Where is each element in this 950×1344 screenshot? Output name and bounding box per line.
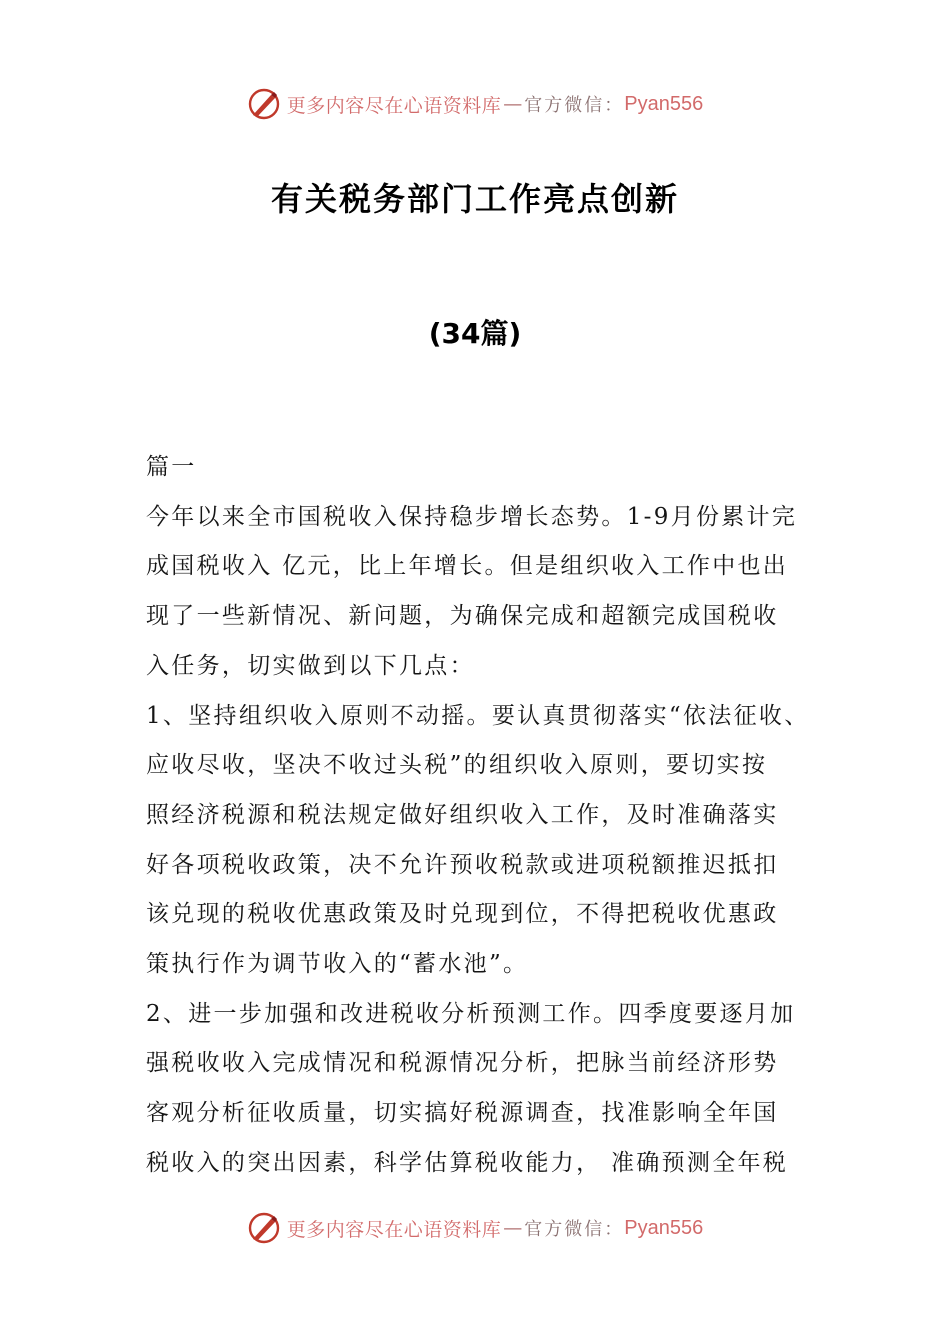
document-title: 有关税务部门工作亮点创新: [270, 180, 679, 218]
banner-contact-label: 官方微信：: [524, 1219, 625, 1240]
banner-contact-label: 官方微信：: [524, 95, 625, 116]
body-line: 客观分析征收质量，切实搞好税源调查，找准影响全年国: [146, 1100, 779, 1127]
document-subtitle: (34篇): [428, 317, 522, 350]
body-line: 1、坚持组织收入原则不动摇。要认真贯彻落实“依法征收、: [146, 702, 810, 729]
body-line: 今年以来全市国税收入保持稳步增长态势。1-9月份累计完: [146, 503, 798, 530]
banner-contact-id: Pyan556: [624, 92, 704, 115]
body-line: 税收入的突出因素，科学估算税收能力， 准确预测全年税: [146, 1149, 789, 1176]
document-body: [146, 443, 810, 1189]
body-line: 好各项税收政策，决不允许预收税款或进项税额推迟抵扣: [146, 851, 779, 878]
header-watermark-banner: [0, 84, 950, 124]
banner-dash: —: [503, 93, 523, 115]
pen-logo-icon: [247, 87, 281, 121]
body-line: 强税收收入完成情况和税源情况分析，把脉当前经济形势: [146, 1050, 779, 1077]
pen-logo-icon: [247, 1211, 281, 1245]
banner-site-text: 更多内容尽在心语资料库: [286, 1218, 502, 1241]
section-heading: 篇一: [146, 454, 197, 480]
body-line: 现了一些新情况、新问题，为确保完成和超额完成国税收: [146, 603, 779, 630]
footer-watermark-banner: [0, 1208, 950, 1248]
body-line: 策执行作为调节收入的“蓄水池”。: [146, 951, 529, 978]
body-line: 应收尽收，坚决不收过头税”的组织收入原则，要切实按: [146, 752, 768, 779]
body-line: 入任务，切实做到以下几点：: [146, 652, 475, 679]
body-line: 成国税收入 亿元，比上年增长。但是组织收入工作中也出: [146, 553, 789, 580]
body-line: 照经济税源和税法规定做好组织收入工作，及时准确落实: [146, 801, 779, 828]
body-line: 该兑现的税收优惠政策及时兑现到位，不得把税收优惠政: [146, 901, 779, 928]
banner-site-text: 更多内容尽在心语资料库: [286, 94, 502, 117]
banner-dash: —: [503, 1217, 523, 1239]
body-line: 2、进一步加强和改进税收分析预测工作。四季度要逐月加: [146, 1000, 796, 1027]
banner-contact-id: Pyan556: [624, 1216, 704, 1239]
